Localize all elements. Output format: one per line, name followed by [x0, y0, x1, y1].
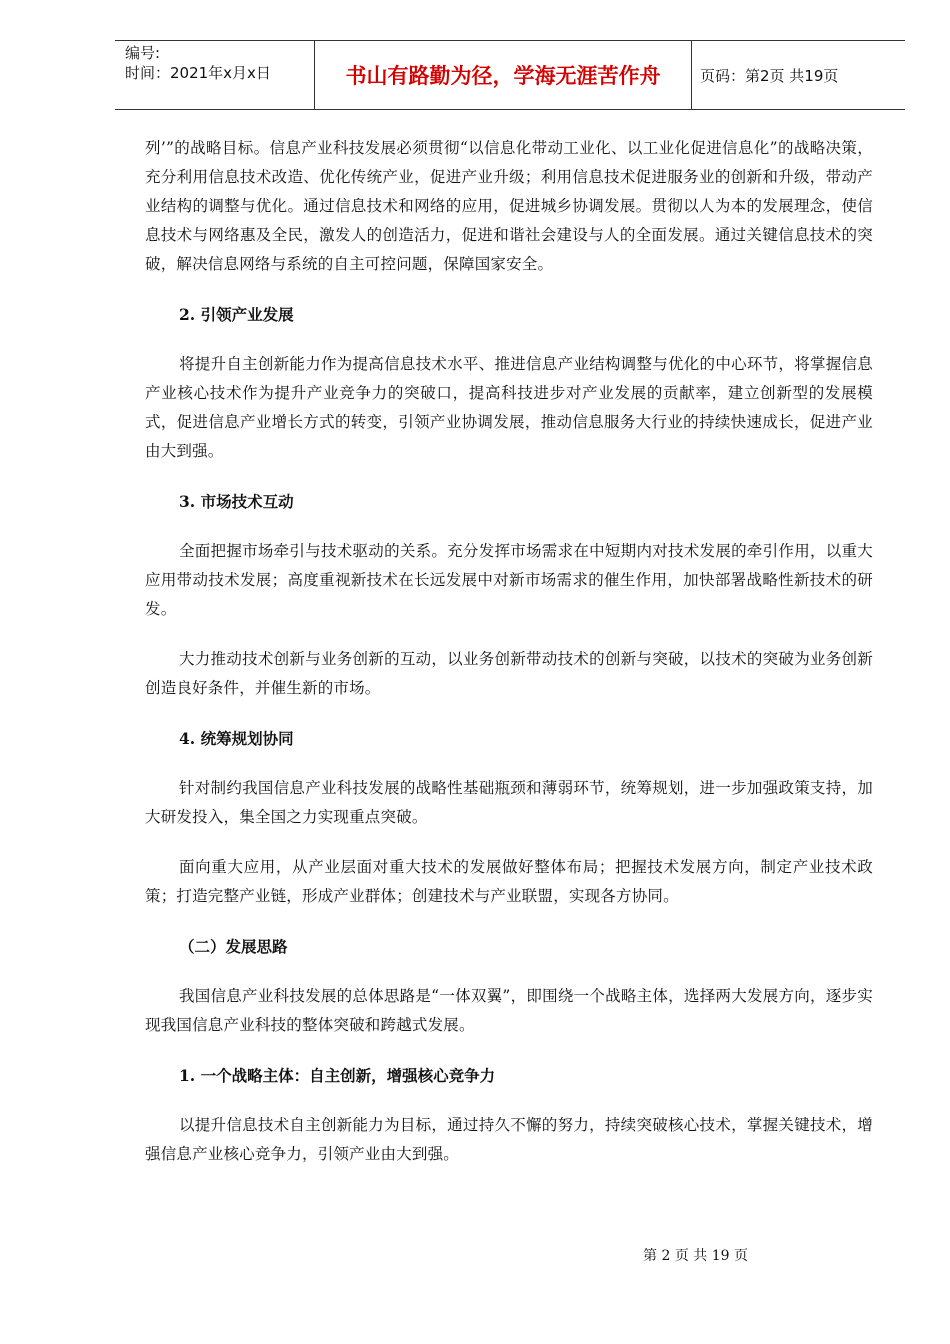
paragraph-8: 以提升信息技术自主创新能力为目标，通过持久不懈的努力，持续突破核心技术，掌握关键技术，增强信息产业核心竞争力，引领产业由大到强。 [145, 1116, 873, 1163]
document-body [145, 134, 873, 1169]
paragraph-7: 我国信息产业科技发展的总体思路是“一体双翼”，即围绕一个战略主体，选择两大发展方向，逐步实现我国信息产业科技的整体突破和跨越式发展。 [145, 987, 873, 1034]
section-heading-development-ideas: （二）发展思路 [179, 937, 288, 956]
paragraph-6: 面向重大应用，从产业层面对重大技术的发展做好整体布局；把握技术发展方向，制定产业技术政策；打造完整产业链，形成产业群体；创建技术与产业联盟，实现各方协同。 [145, 858, 873, 905]
section-heading-4: 4. 统筹规划协同 [179, 729, 294, 748]
footer-page-number: 第 2 页 共 19 页 [643, 1248, 748, 1264]
page-header [115, 40, 905, 110]
header-motto: 书山有路勤为径，学海无涯苦作舟 [315, 41, 692, 109]
paragraph-1: 列’”的战略目标。信息产业科技发展必须贯彻“以信息化带动工业化、以工业化促进信息化”的战略决策，充分利用信息技术改造、优化传统产业，促进产业升级；利用信息技术促进服务业的创新和升级，带动产业结构的调整与优化。通过信息技术和网络的应用，促进城乡协调发展。贯彻以人为本的发展理念，使信息技术与网络惠及全民，激发人的创造活力，促进和谐社会建设与人的全面发展。通过关键信息技术的突破，解决信息网络与系统的自主可控问题，保障国家安全。 [145, 139, 873, 273]
doc-number-label: 编号: [125, 44, 161, 62]
section-heading-3: 3. 市场技术互动 [179, 492, 294, 511]
header-meta [115, 41, 315, 109]
page-footer [0, 1245, 950, 1265]
section-heading-strategic-subject: 1. 一个战略主体：自主创新，增强核心竞争力 [179, 1066, 496, 1085]
paragraph-4: 大力推动技术创新与业务创新的互动，以业务创新带动技术的创新与突破，以技术的突破为业务创新创造良好条件，并催生新的市场。 [145, 650, 873, 697]
section-heading-2: 2. 引领产业发展 [179, 305, 294, 324]
doc-time-label: 时间：2021年x月x日 [125, 64, 271, 82]
header-page-info: 页码：第2页 共19页 [700, 66, 839, 85]
paragraph-5: 针对制约我国信息产业科技发展的战略性基础瓶颈和薄弱环节，统筹规划，进一步加强政策支持，加大研发投入，集全国之力实现重点突破。 [145, 779, 873, 826]
paragraph-3: 全面把握市场牵引与技术驱动的关系。充分发挥市场需求在中短期内对技术发展的牵引作用，以重大应用带动技术发展；高度重视新技术在长远发展中对新市场需求的催生作用，加快部署战略性新技术的研发。 [145, 542, 873, 618]
paragraph-2: 将提升自主创新能力作为提高信息技术水平、推进信息产业结构调整与优化的中心环节，将掌握信息产业核心技术作为提升产业竞争力的突破口，提高科技进步对产业发展的贡献率，建立创新型的发展模式，促进信息产业增长方式的转变，引领产业协调发展，推动信息服务大行业的持续快速成长，促进产业由大到强。 [145, 355, 873, 460]
